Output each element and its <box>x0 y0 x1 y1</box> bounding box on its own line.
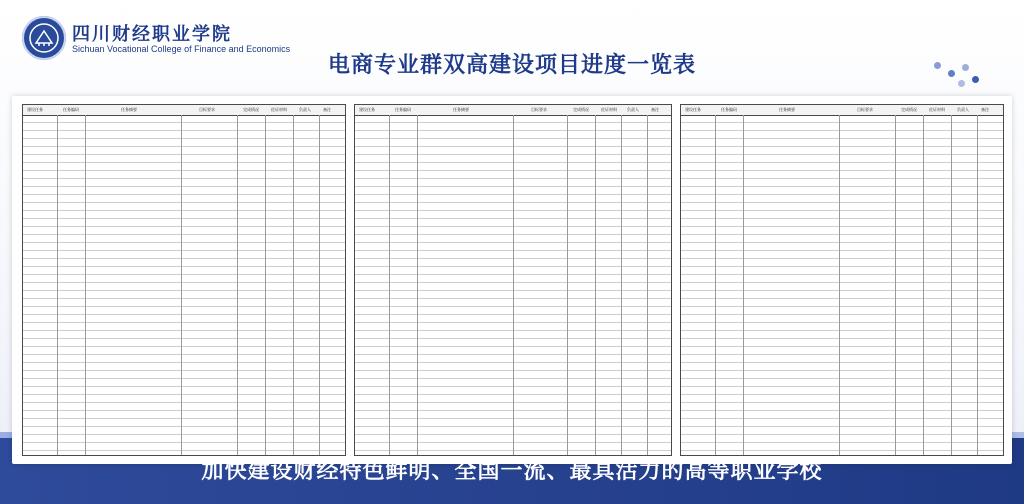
header-evidence: 佐证材料 <box>271 107 287 112</box>
header-summary: 任务摘要 <box>453 107 469 112</box>
footer-slogan: 加快建设财经特色鲜明、全国一流、最具活力的高等职业学校 <box>201 459 823 484</box>
header-owner: 负责人 <box>299 107 311 112</box>
header-owner: 负责人 <box>957 107 969 112</box>
header-code: 任务编码 <box>395 107 411 112</box>
header-target: 目标要求 <box>857 107 873 112</box>
progress-table-1 <box>22 104 346 456</box>
header-note: 备注 <box>651 107 659 112</box>
header-owner: 负责人 <box>627 107 639 112</box>
header-task: 建设任务 <box>359 107 375 112</box>
header-evidence: 佐证材料 <box>929 107 945 112</box>
header-note: 备注 <box>981 107 989 112</box>
school-name-en: Sichuan Vocational College of Finance and Economics <box>72 44 291 54</box>
header-note: 备注 <box>323 107 331 112</box>
header-status: 完成情况 <box>901 107 917 112</box>
header-code: 任务编码 <box>721 107 737 112</box>
table-rows <box>681 115 1003 455</box>
header-target: 目标要求 <box>531 107 547 112</box>
progress-table-panel <box>12 96 1012 464</box>
header-task: 建设任务 <box>27 107 43 112</box>
school-name-cn: 四川财经职业学院 <box>72 24 232 45</box>
table-rows <box>355 115 671 455</box>
header-evidence: 佐证材料 <box>601 107 617 112</box>
header-status: 完成情况 <box>243 107 259 112</box>
header-task: 建设任务 <box>685 107 701 112</box>
header-status: 完成情况 <box>573 107 589 112</box>
header-summary: 任务摘要 <box>121 107 137 112</box>
header-code: 任务编码 <box>63 107 79 112</box>
table-rows <box>23 115 345 455</box>
progress-table-3 <box>680 104 1004 456</box>
page-title: 电商专业群双高建设项目进度一览表 <box>327 53 696 78</box>
progress-table-2 <box>354 104 672 456</box>
header-summary: 任务摘要 <box>779 107 795 112</box>
header-target: 目标要求 <box>199 107 215 112</box>
